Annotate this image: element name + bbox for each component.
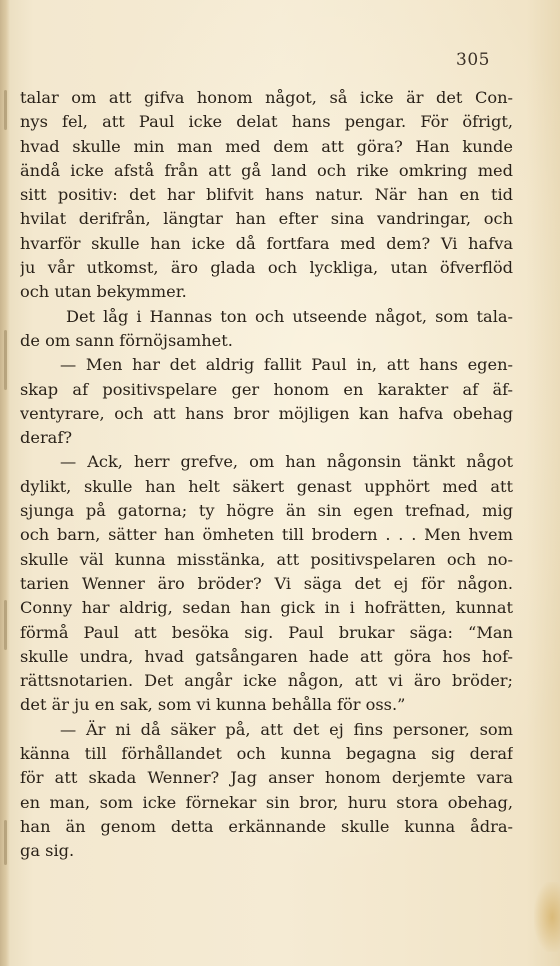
text-line: skulle väl kunna misstänka, att positivspelaren och no-: [20, 549, 513, 569]
text-line: nys fel, att Paul icke delat hans pengar. För öfrigt,: [20, 112, 513, 132]
spine-mark: [4, 330, 7, 390]
text-line: hvad skulle min man med dem att göra? Han kunde: [20, 136, 513, 156]
text-line: och utan bekymmer.: [20, 282, 187, 302]
text-line: ga sig.: [20, 841, 75, 861]
text-line: han än genom detta erkännande skulle kunna ådra-: [20, 816, 513, 836]
spine-mark: [4, 820, 7, 865]
text-line: dylikt, skulle han helt säkert genast upphört med att: [20, 476, 513, 496]
page-spine-edge: [0, 0, 10, 966]
text-line: deraf?: [20, 428, 73, 448]
text-line: de om sann förnöjsamhet.: [20, 330, 233, 350]
text-line: skap af positivspelare ger honom en karakter af äf-: [20, 379, 513, 399]
text-line: det är ju en sak, som vi kunna behålla för oss.”: [20, 695, 406, 715]
text-line: hvilat derifrån, längtar han efter sina vandringar, och: [20, 209, 513, 229]
text-line: — Men har det aldrig fallit Paul in, att hans egen-: [60, 355, 513, 375]
text-line: och barn, sätter han ömheten till brodern . . . Men hvem: [20, 525, 513, 545]
text-line: ventyrare, och att hans bror möjligen kan hafva obehag: [20, 403, 513, 423]
spine-mark: [4, 90, 7, 130]
text-line: rättsnotarien. Det angår icke någon, att vi äro bröder;: [20, 671, 513, 691]
text-line: en man, som icke förnekar sin bror, huru stora obehag,: [20, 792, 513, 812]
text-line: tarien Wenner äro bröder? Vi säga det ej för någon.: [20, 573, 513, 593]
text-line: — Ack, herr grefve, om han någonsin tänkt något: [60, 452, 513, 472]
text-line: för att skada Wenner? Jag anser honom derjemte vara: [20, 768, 513, 788]
text-line: hvarför skulle han icke då fortfara med dem? Vi hafva: [20, 233, 513, 253]
text-line: Det låg i Hannas ton och utseende något, som tala-: [66, 306, 513, 326]
page-number: 305: [456, 50, 490, 70]
text-line: ju vår utkomst, äro glada och lyckliga, utan öfverflöd: [20, 258, 513, 278]
text-line: talar om att gifva honom något, så icke är det Con-: [20, 88, 513, 107]
text-line: sjunga på gatorna; ty högre än sin egen trefnad, mig: [20, 501, 513, 521]
text-line: känna till förhållandet och kunna begagna sig deraf: [20, 744, 513, 764]
text-line: ändå icke afstå från att gå land och rike omkring med: [20, 160, 513, 180]
text-line: sitt positiv: det har blifvit hans natur. När han en tid: [20, 185, 513, 205]
text-line: förmå Paul att besöka sig. Paul brukar säga: “Man: [20, 622, 513, 642]
text-line: Conny har aldrig, sedan han gick in i hofrätten, kunnat: [20, 598, 513, 618]
body-text: [20, 86, 513, 864]
spine-mark: [4, 600, 7, 650]
text-line: — Är ni då säker på, att det ej fins personer, som: [60, 719, 513, 739]
paper-stain: [534, 882, 560, 952]
text-line: skulle undra, hvad gatsångaren hade att göra hos hof-: [20, 646, 513, 666]
